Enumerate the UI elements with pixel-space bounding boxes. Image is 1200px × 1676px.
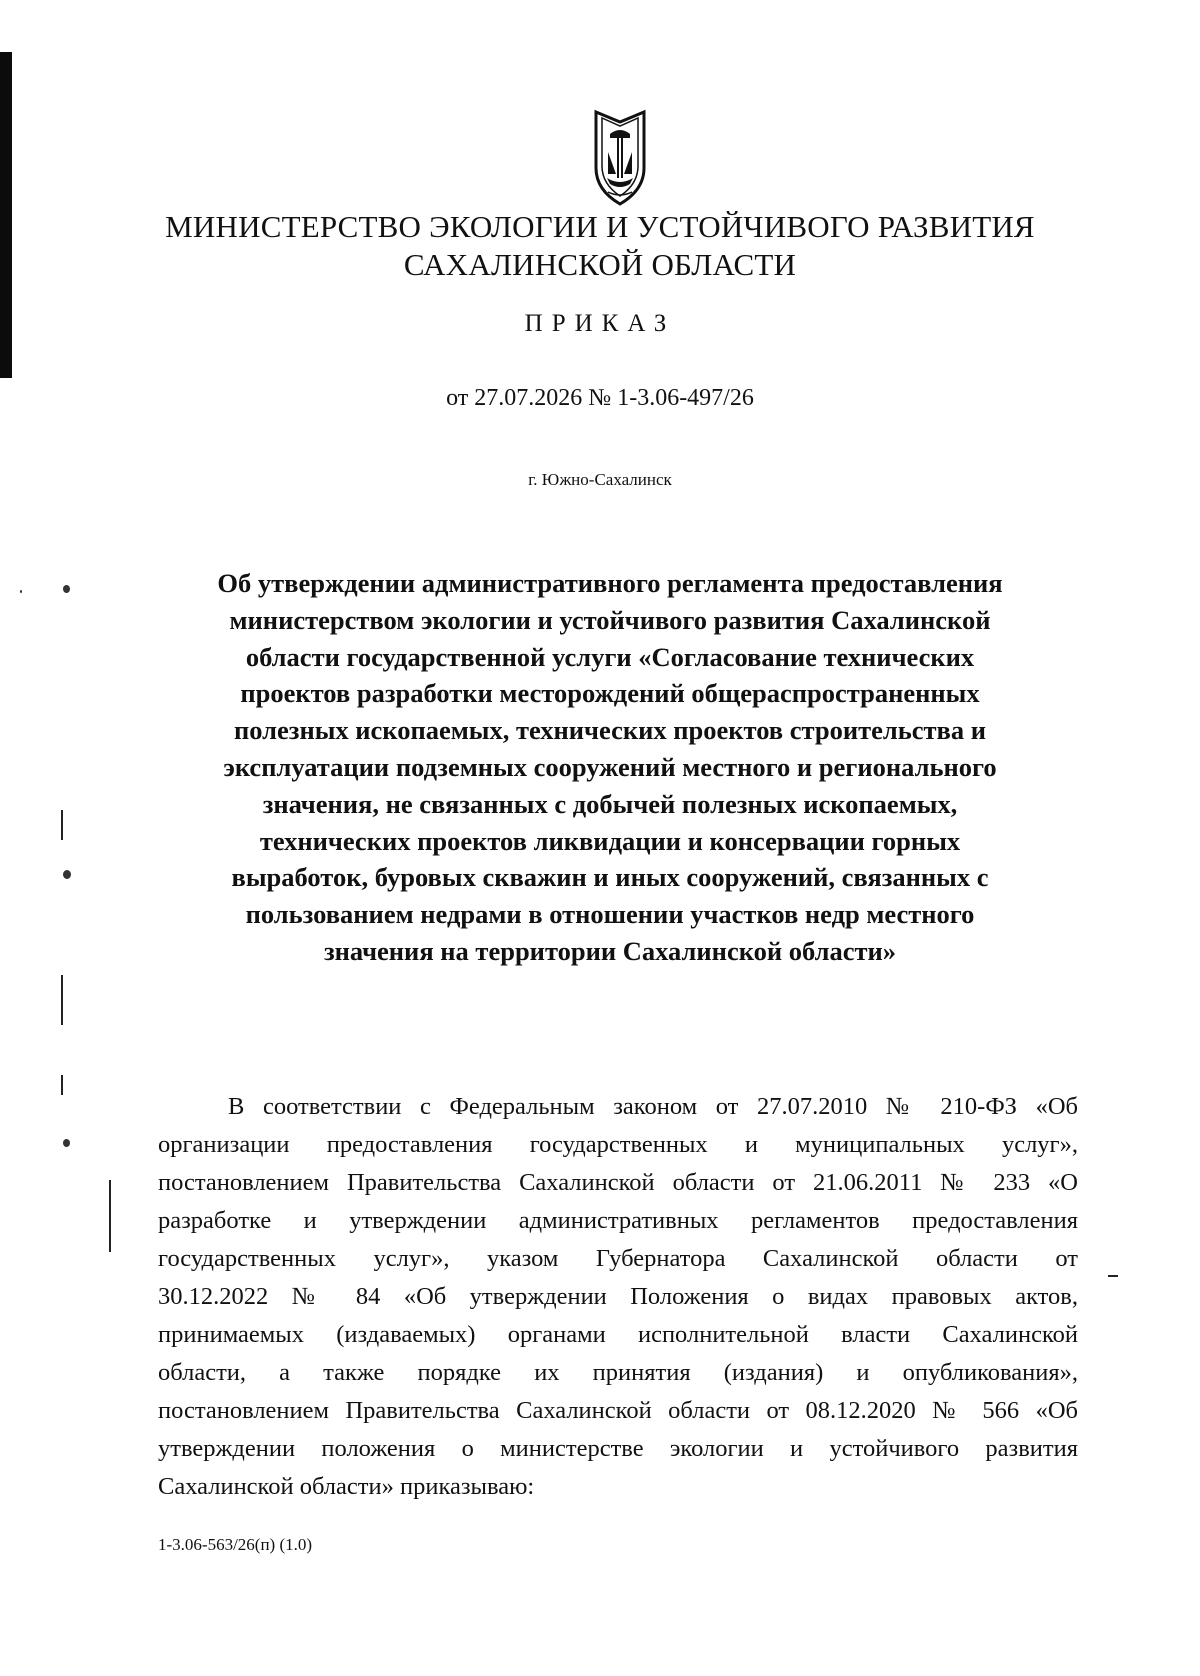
body-line: государственных услуг», указом Губернатора Сахалинской области от [158,1245,1078,1272]
scan-mark [1108,1275,1118,1277]
preamble-paragraph [158,1088,1078,1506]
body-line: Сахалинской области» приказываю: [158,1473,535,1500]
title-line: технических проектов ликвидации и консервации горных [259,825,961,856]
document-type: ПРИКАЗ [524,310,676,337]
body-line: принимаемых (издаваемых) органами исполнительной власти Сахалинской [158,1321,1078,1348]
order-city: г. Южно-Сахалинск [528,470,672,489]
scan-speck [20,590,22,593]
body-line: области, а также порядке их принятия (издания) и опубликования», [158,1359,1078,1386]
ministry-name-line: САХАЛИНСКОЙ ОБЛАСТИ [403,247,797,282]
sakhalin-coat-of-arms-icon [580,108,660,208]
title-line: эксплуатации подземных сооружений местного и регионального [223,751,997,782]
scan-mark [61,1075,63,1095]
document-title [150,565,1070,970]
body-line: разработке и утверждении административных регламентов предоставления [158,1207,1078,1234]
body-line: постановлением Правительства Сахалинской области от 08.12.2020 № 566 «Об [158,1397,1078,1424]
scan-speck [63,585,70,593]
title-line: значения, не связанных с добычей полезных ископаемых, [262,788,958,819]
title-line: значения на территории Сахалинской области» [323,935,897,966]
title-line: Об утверждении административного регламента предоставления [217,568,1003,598]
body-line: В соответствии с Федеральным законом от 27.07.2010 № 210-ФЗ «Об [228,1093,1078,1120]
scan-mark [61,810,63,840]
document-code: 1-3.06-563/26(п) (1.0) [158,1535,313,1554]
body-line: утверждении положения о министерстве экологии и устойчивого развития [158,1435,1078,1462]
title-line: полезных ископаемых, технических проектов строительства и [234,715,986,746]
scan-speck [63,1139,70,1147]
scan-speck [63,870,71,879]
ministry-name [120,208,1080,284]
body-line: 30.12.2022 № 84 «Об утверждении Положения о видах правовых актов, [158,1283,1078,1310]
scan-mark [61,975,63,1025]
title-line: министерством экологии и устойчивого развития Сахалинской [229,604,991,635]
title-line: выработок, буровых скважин и иных сооружений, связанных с [231,862,989,893]
order-number: от 27.07.2026 № 1-3.06-497/26 [446,385,754,411]
title-line: проектов разработки месторождений общераспространенных [240,678,980,709]
scan-mark [109,1180,111,1252]
body-line: организации предоставления государственных и муниципальных услуг», [158,1131,1078,1158]
title-line: области государственной услуги «Согласование технических [245,641,975,672]
body-line: постановлением Правительства Сахалинской области от 21.06.2011 № 233 «О [158,1169,1078,1196]
title-line: пользованием недрами в отношении участков недр местного [245,899,975,930]
ministry-name-line: МИНИСТЕРСТВО ЭКОЛОГИИ И УСТОЙЧИВОГО РАЗВИТИЯ [165,209,1035,244]
